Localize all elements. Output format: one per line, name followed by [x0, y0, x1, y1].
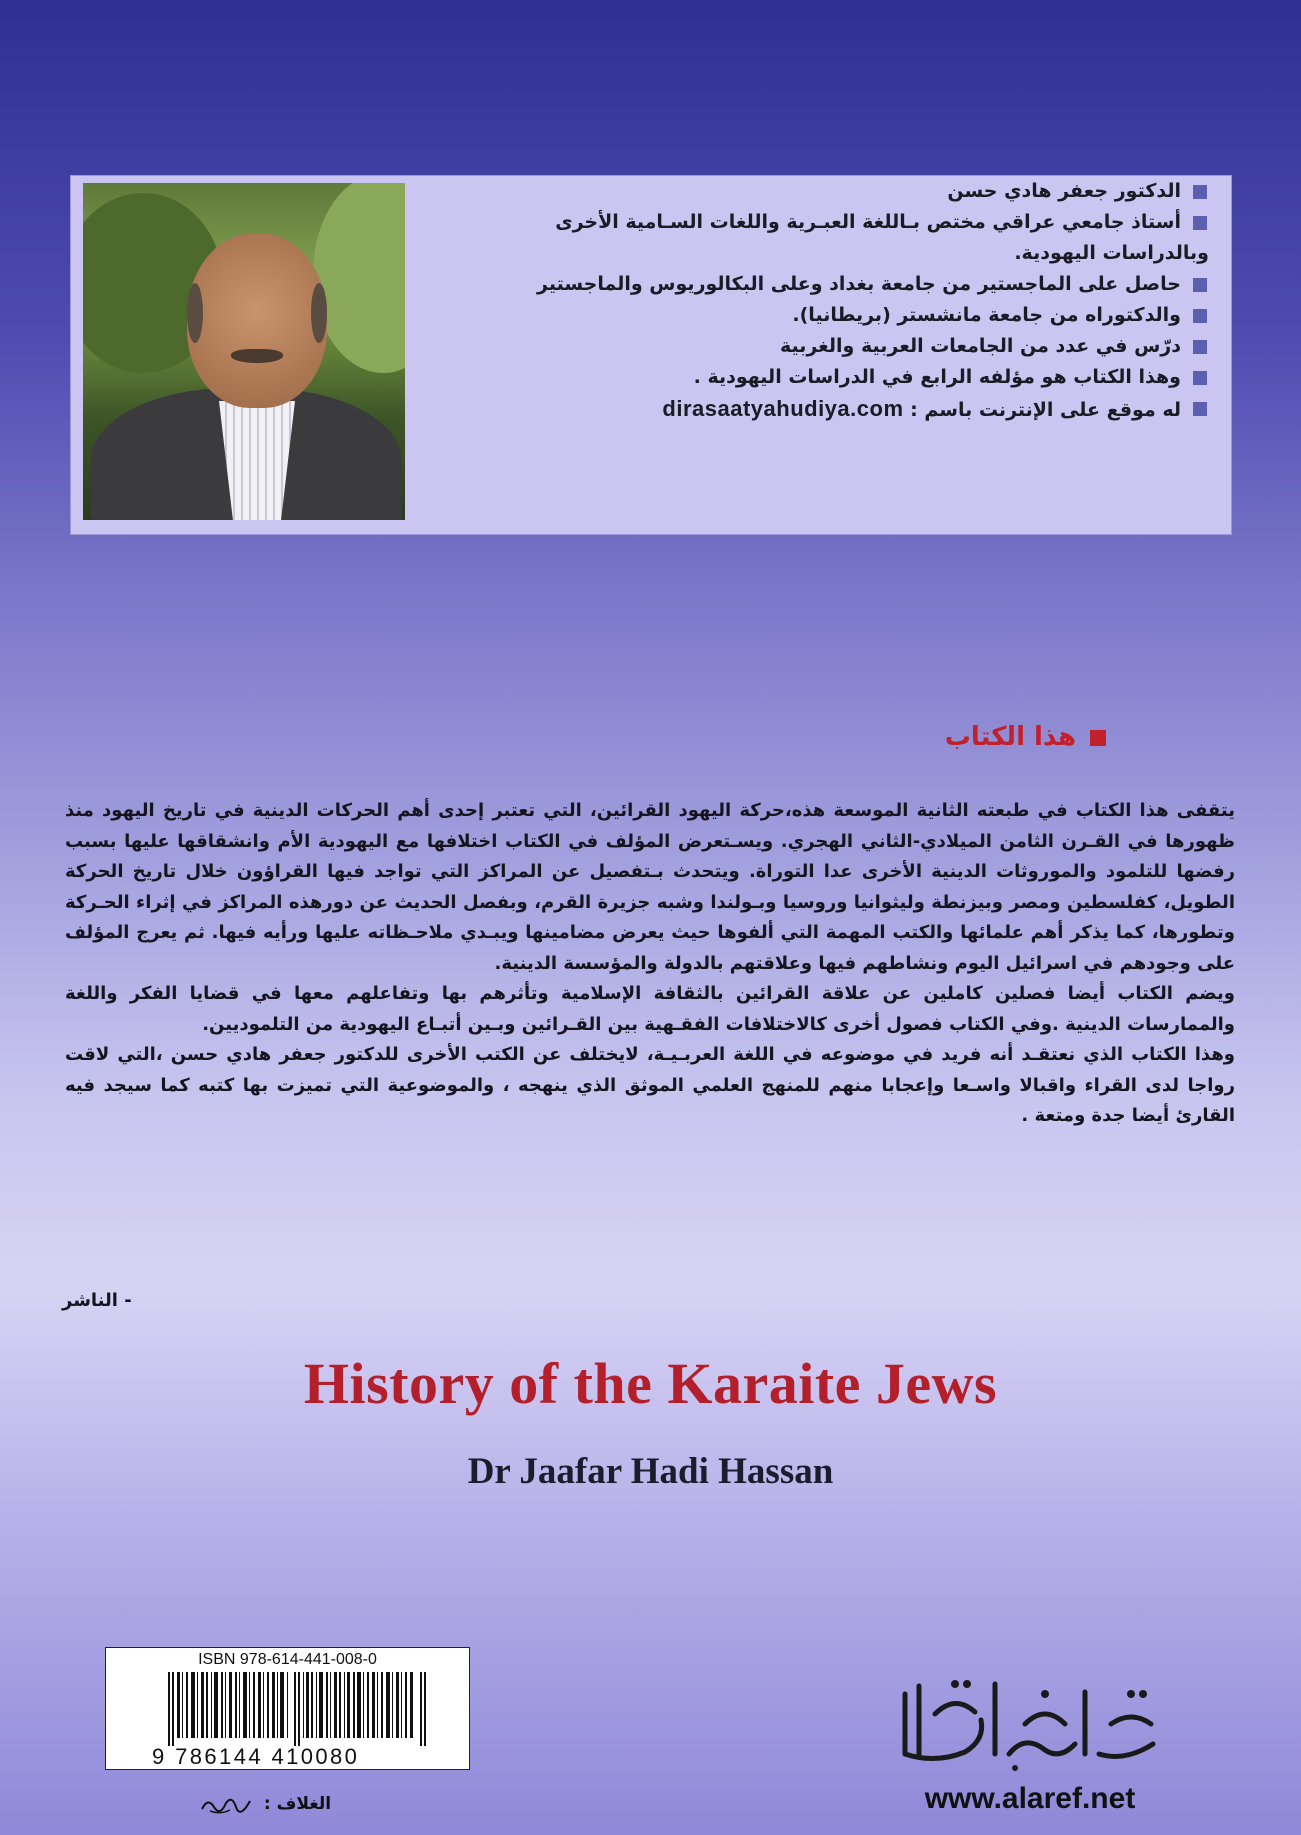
bio-item: الدكتور جعفر هادي حسن — [419, 176, 1209, 207]
bio-item-website — [419, 393, 1209, 426]
book-description — [65, 796, 1235, 1132]
author-info-box — [70, 175, 1232, 535]
bio-item: وهذا الكتاب هو مؤلفه الرابع في الدراسات اليهودية . — [419, 362, 1209, 393]
author-website-link[interactable]: dirasaatyahudiya.com — [662, 396, 904, 421]
description-paragraph: وهذا الكتاب الذي نعتقـد أنه فريد في موضوعه في اللغة العربـيـة، لايختلف عن الكتب الأخرى للدكتور جعفر هادي حسن ،التي لاقت رواجا لدى القراء واقبالا واسـعا وإعجابا منهم للمنهج العلمي الموثق الذي ينهجه ، والموضوعية التي تميزت بها كتبه كما سيجد فيه القارئ أيضا جدة ومتعة . — [65, 1044, 1235, 1126]
cover-credit-label: الغلاف : — [263, 1794, 332, 1814]
bio-item: أستاذ جامعي عراقي مختص بـاللغة العبـرية واللغات السـامية الأخرى — [419, 207, 1209, 238]
description-paragraph: ويضم الكتاب أيضا فصلين كاملين عن علاقة القرائين بالثقافة الإسلامية وتأثرهم بها وتفاعلهم معها في قضايا الفكر واللغة والممارسات الدينية .وفي الكتاب فصول أخرى كالاختلافات الفقـهية بين القـرائين وبـين أتبـاع اليهودية من التلموديين. — [65, 983, 1235, 1035]
designer-signature-icon — [200, 1793, 252, 1815]
description-paragraph: يتقفى هذا الكتاب في طبعته الثانية الموسعة هذه،حركة اليهود القرائين، التي تعتبر إحدى أهم الحركات الدينية في تاريخ اليهود منذ ظهورها في القـرن الثامن الميلادي-الثاني الهجري. ويسـتعرض المؤلف في الكتاب اختلافها مع اليهودية الأم وانشقاقها عليها بسبب رفضها للتلمود والموروثات الدينية الأخرى عدا التوراة. ويتحدث بـتفصيل عن المراكز التي تواجد فيها القراؤون خلال تاريخ الحركة الطويل، كفلسطين ومصر وبيزنطة وليثوانيا وروسيا وبـولندا وشبه جزيرة القرم، وبفصل الحديث عن دورهذه المراكز في إثراء الحـركة وتطورها، كما يذكر أهم علمائها والكتب المهمة التي ألفوها حيث يعرض مضامينها ويبـدي ملاحـظاته عليها ورأيه فيها. ثم يعرج المؤلف على وجودهم في اسرائيل اليوم ونشاطهم فيها وعلاقتهم بالدولة والمؤسسة الدينية. — [65, 800, 1235, 974]
author-bio-list — [419, 176, 1209, 426]
english-title: History of the Karaite Jews — [303, 1351, 998, 1416]
heading-bullet-icon — [1090, 730, 1106, 746]
publisher-website[interactable]: www.alaref.net — [924, 1782, 1136, 1815]
cover-credit — [200, 1793, 331, 1815]
barcode-icon — [168, 1672, 428, 1746]
publisher-calligraphy-logo — [895, 1664, 1165, 1774]
bio-item: حاصل على الماجستير من جامعة بغداد وعلى البكالوريوس والماجستير — [419, 269, 1209, 300]
isbn-barcode — [105, 1647, 470, 1770]
bio-item: درّس في عدد من الجامعات العربية والغربية — [419, 331, 1209, 362]
english-author: Dr Jaafar Hadi Hassan — [467, 1451, 834, 1492]
website-label: له موقع على الإنترنت باسم : — [910, 399, 1181, 421]
bio-item: وبالدراسات اليهودية. — [1014, 242, 1209, 264]
barcode-digits: 9 786144 410080 — [152, 1744, 360, 1769]
bio-item: والدكتوراه من جامعة مانشستر (بريطانيا). — [419, 300, 1209, 331]
publisher-signoff: - الناشر — [62, 1290, 132, 1311]
author-photo — [83, 183, 405, 520]
isbn-label: ISBN 978-614-441-008-0 — [198, 1651, 377, 1668]
section-heading — [945, 722, 1106, 752]
section-heading-text: هذا الكتاب — [944, 722, 1076, 752]
